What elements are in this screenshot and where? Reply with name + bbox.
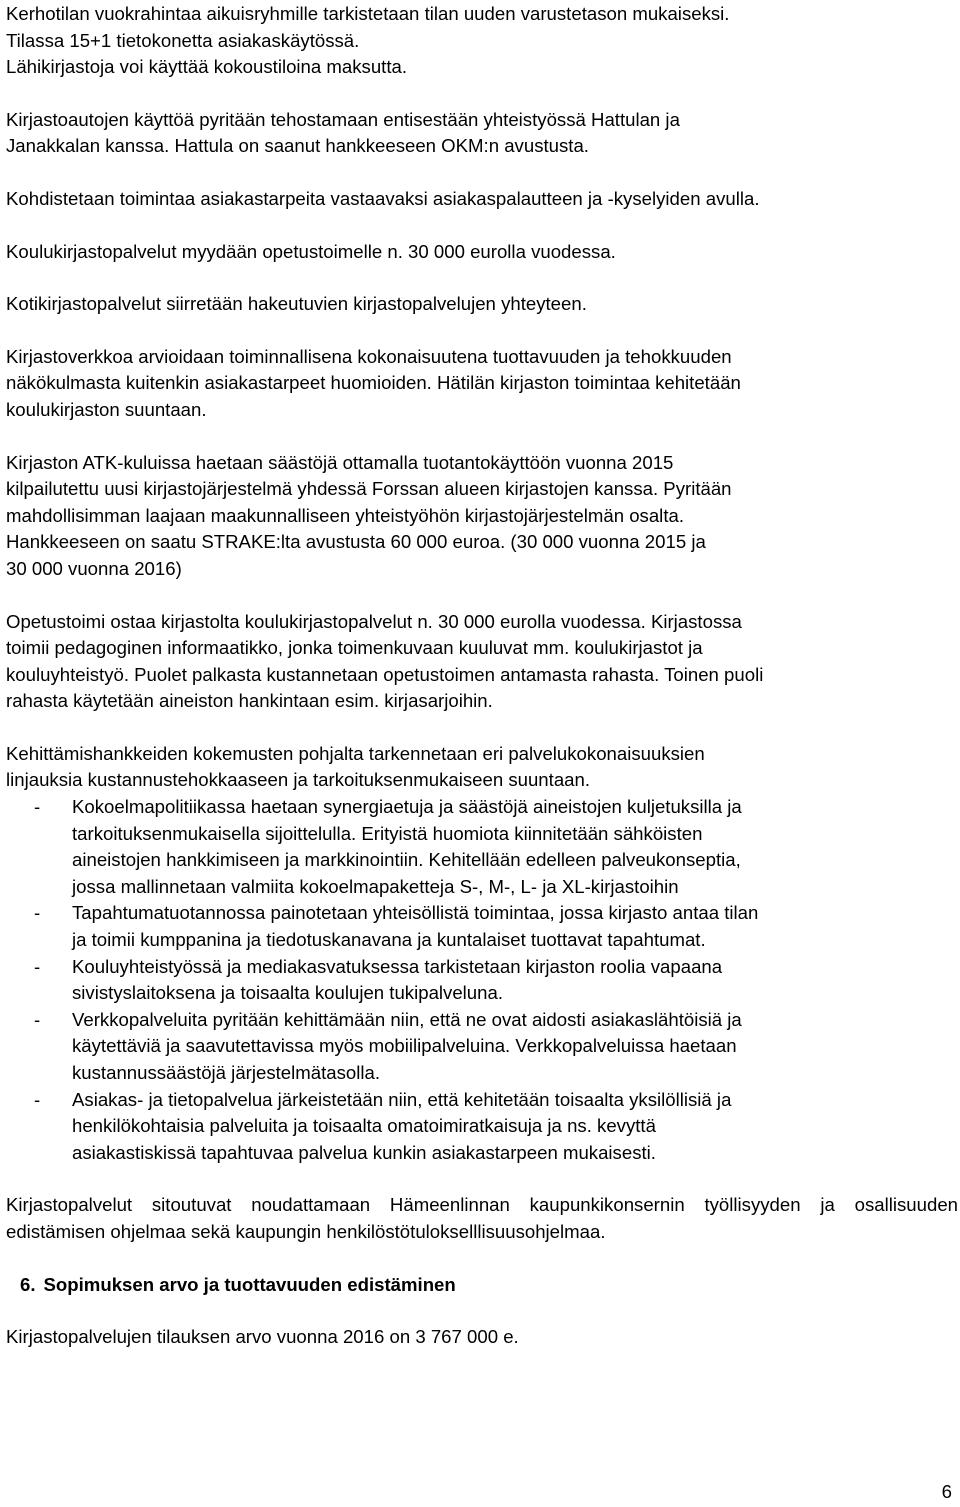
list-dash: -	[34, 955, 41, 977]
paragraph-meeting-room: Kerhotilan vuokrahintaa aikuisryhmille tarkistetaan tilan uuden varustetason mukaiseksi. Tilassa 15+1 tietokonetta asiakaskäytössä. Lähikirjastoja voi käyttää kokoustiloina maksutta.	[6, 3, 730, 78]
paragraph-education-purchase: Opetustoimi ostaa kirjastolta koulukirjastopalvelut n. 30 000 eurolla vuodessa. Kirjastossa toimii pedagoginen informaatikko, jonka toimenkuvaan kuuluvat mm. koulukirjastot ja kouluyhteistyö. Puolet palkasta kustannetaan opetustoimen antamasta rahasta. Toinen puoli rahasta käytetään aineiston hankintaan esim. kirjasarjoihin.	[6, 610, 764, 712]
list-item-text: Kouluyhteistyössä ja mediakasvatuksessa tarkistetaan kirjaston roolia vapaana sivistyslaitoksena ja toisaalta koulujen tukipalveluna.	[72, 955, 723, 1004]
paragraph-home-library: Kotikirjastopalvelut siirretään hakeutuvien kirjastopalvelujen yhteyteen.	[6, 293, 587, 315]
paragraph-order-value: Kirjastopalvelujen tilauksen arvo vuonna 2016 on 3 767 000 e.	[6, 1326, 519, 1348]
list-item-text: Verkkopalveluita pyritään kehittämään niin, että ne ovat aidosti asiakaslähtöisiä ja käytettäviä ja saavutettavissa myös mobiilipalveluina. Verkkopalveluissa haetaan kustannussäästöjä järjestelmätasolla.	[72, 1008, 742, 1083]
list-item	[6, 1087, 958, 1167]
paragraph-it-costs: Kirjaston ATK-kuluissa haetaan säästöjä ottamalla tuotantokäyttöön vuonna 2015 kilpailutettu uusi kirjastojärjestelmä yhdessä Forssan alueen kirjastojen kanssa. Pyritään mahdollisimman laajaan maakunnalliseen yhteistyöhön kirjastojärjestelmän osalta. Hankkeeseen on saatu STRAKE:lta avustusta 60 000 euroa. (30 000 vuonna 2015 ja 30 000 vuonna 2016)	[6, 451, 732, 579]
paragraph-employment-program: Kirjastopalvelut sitoutuvat noudattamaan Hämeenlinnan kaupunkikonsernin työllisyyden ja osallisuuden edistämisen ohjelmaa sekä kaupungin henkilöstötulokselllisuusohjelmaa.	[6, 1194, 958, 1242]
list-item	[6, 954, 958, 1007]
paragraph-library-buses: Kirjastoautojen käyttöä pyritään tehostamaan entisestään yhteistyössä Hattulan ja Janakkalan kanssa. Hattula on saanut hankkeeseen OKM:n avustusta.	[6, 108, 680, 157]
page-number: 6	[941, 1481, 952, 1502]
list-item-text: Tapahtumatuotannossa painotetaan yhteisöllistä toimintaa, jossa kirjasto antaa tilan ja toimii kumppanina ja tiedotuskanavana ja kuntalaiset tuottavat tapahtumat.	[72, 902, 759, 951]
list-item-text: Asiakas- ja tietopalvelua järkeistetään niin, että kehitetään toisaalta yksilöllisiä ja henkilökohtaisia palveluita ja toisaalta omatoimiratkaisuja ja ns. kevyttä asiakastiskissä tapahtuvaa palvelua kunkin asiakastarpeen mukaisesti.	[72, 1088, 732, 1163]
paragraph-school-library: Koulukirjastopalvelut myydään opetustoimelle n. 30 000 eurolla vuodessa.	[6, 240, 616, 262]
section-heading	[6, 1272, 958, 1299]
paragraph-development-projects: Kehittämishankkeiden kokemusten pohjalta tarkennetaan eri palvelukokonaisuuksien linjauksia kustannustehokkaaseen ja tarkoituksenmukaiseen suuntaan.	[6, 742, 705, 791]
development-list	[6, 794, 958, 1166]
section-title: Sopimuksen arvo ja tuottavuuden edistäminen	[43, 1273, 456, 1295]
list-item	[6, 1007, 958, 1087]
list-dash: -	[34, 1008, 41, 1030]
list-dash: -	[34, 902, 41, 924]
paragraph-library-network: Kirjastoverkkoa arvioidaan toiminnallisena kokonaisuutena tuottavuuden ja tehokkuuden näkökulmasta kuitenkin asiakastarpeet huomioiden. Hätilän kirjaston toimintaa kehitetään koulukirjaston suuntaan.	[6, 345, 741, 420]
list-item	[6, 900, 958, 953]
list-dash: -	[34, 1088, 41, 1110]
list-dash: -	[34, 796, 41, 818]
section-number: 6.	[20, 1273, 36, 1295]
document-page	[6, 1, 958, 1351]
paragraph-customer-feedback: Kohdistetaan toimintaa asiakastarpeita vastaavaksi asiakaspalautteen ja -kyselyiden avulla.	[6, 187, 760, 209]
list-item-text: Kokoelmapolitiikassa haetaan synergiaetuja ja säästöjä aineistojen kuljetuksilla ja tarkoituksenmukaisella sijoittelulla. Erityistä huomiota kiinnitetään sähköisten aineistojen hankkimiseen ja markkinointiin. Kehitellään edelleen palveukonseptia, jossa mallinnetaan valmiita kokoelmapaketteja S-, M-, L- ja XL-kirjastoihin	[72, 796, 742, 897]
list-item	[6, 794, 958, 900]
